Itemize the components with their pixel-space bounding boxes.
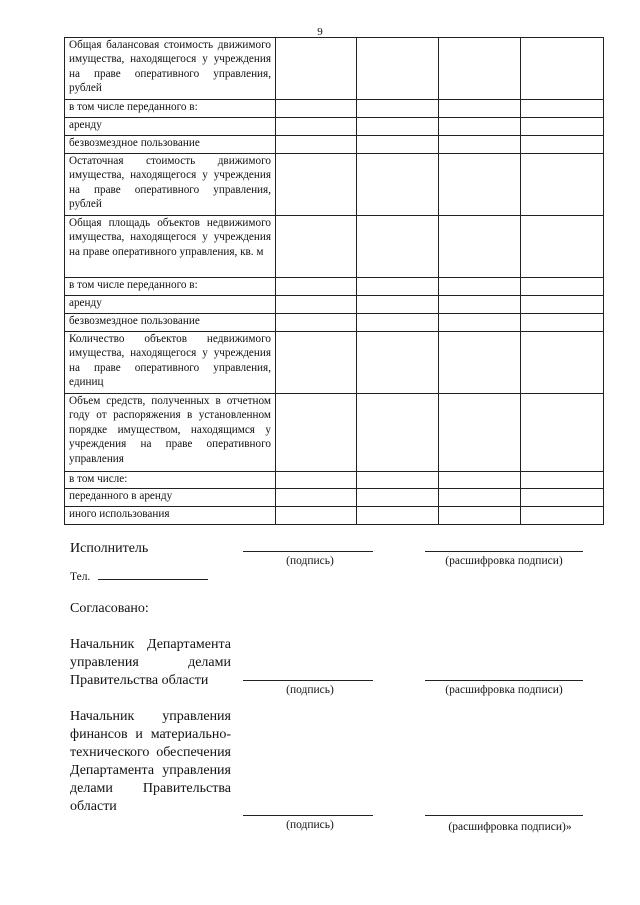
table-cell[interactable] xyxy=(276,38,357,100)
phone-field xyxy=(70,569,208,584)
table-row xyxy=(65,332,604,394)
table-cell[interactable] xyxy=(357,100,439,118)
phone-label: Тел. xyxy=(70,571,91,583)
row-label: безвозмездное пользование xyxy=(65,136,276,154)
row-label: Общая площадь объектов недвижимого имущества, находящегося у учреждения на праве оперативного управления, кв. м xyxy=(65,216,276,278)
table-cell[interactable] xyxy=(276,489,357,507)
row-label: Общая балансовая стоимость движимого имущества, находящегося у учреждения на праве оперативного управления, рублей xyxy=(65,38,276,100)
head-finance-title: Начальник управления финансов и материально-технического обеспечения Департамента управления делами Правительства области xyxy=(70,709,231,814)
table-cell[interactable] xyxy=(357,216,439,278)
table-cell[interactable] xyxy=(439,332,521,394)
table-row xyxy=(65,38,604,100)
head-finance-signature-caption: (подпись) xyxy=(286,819,334,831)
table-cell[interactable] xyxy=(439,489,521,507)
table-cell[interactable] xyxy=(276,296,357,314)
table-cell[interactable] xyxy=(521,507,604,525)
row-label: иного использования xyxy=(65,507,276,525)
row-label: аренду xyxy=(65,118,276,136)
row-label: в том числе переданного в: xyxy=(65,100,276,118)
table-cell[interactable] xyxy=(357,136,439,154)
table-row xyxy=(65,296,604,314)
executor-title: Исполнитель xyxy=(70,541,149,556)
table-cell[interactable] xyxy=(276,332,357,394)
table-cell[interactable] xyxy=(357,332,439,394)
table-cell[interactable] xyxy=(439,472,521,489)
table-cell[interactable] xyxy=(439,278,521,296)
table-cell[interactable] xyxy=(276,314,357,332)
table-row xyxy=(65,507,604,525)
table-cell[interactable] xyxy=(521,394,604,472)
table-cell[interactable] xyxy=(439,136,521,154)
executor-decryption-caption: (расшифровка подписи) xyxy=(445,555,563,567)
row-label: Объем средств, полученных в отчетном году от распоряжения в установленном порядке имуществом, находящимся у учреждения на праве оперативного управления xyxy=(65,394,276,472)
table-cell[interactable] xyxy=(276,278,357,296)
row-label: в том числе переданного в: xyxy=(65,278,276,296)
row-label: Количество объектов недвижимого имущества, находящегося у учреждения на праве оперативного управления, единиц xyxy=(65,332,276,394)
table-cell[interactable] xyxy=(276,154,357,216)
table-cell[interactable] xyxy=(521,296,604,314)
table-row xyxy=(65,489,604,507)
table-cell[interactable] xyxy=(439,118,521,136)
table-cell[interactable] xyxy=(521,216,604,278)
table-row xyxy=(65,100,604,118)
head-finance-decryption-caption: (расшифровка подписи)» xyxy=(448,821,572,833)
table-cell[interactable] xyxy=(521,472,604,489)
table-cell[interactable] xyxy=(521,136,604,154)
row-label: аренду xyxy=(65,296,276,314)
head-department-decryption-line[interactable] xyxy=(425,680,583,681)
table-cell[interactable] xyxy=(439,296,521,314)
phone-input-line[interactable] xyxy=(98,569,208,580)
table-cell[interactable] xyxy=(357,154,439,216)
table-row xyxy=(65,314,604,332)
table-cell[interactable] xyxy=(357,394,439,472)
table-cell[interactable] xyxy=(439,154,521,216)
table-cell[interactable] xyxy=(276,118,357,136)
table-cell[interactable] xyxy=(276,507,357,525)
head-department-title: Начальник Департамента управления делами Правительства области xyxy=(70,637,231,688)
table-cell[interactable] xyxy=(439,38,521,100)
table-cell[interactable] xyxy=(521,332,604,394)
table-cell[interactable] xyxy=(276,100,357,118)
table-cell[interactable] xyxy=(357,489,439,507)
agreed-title: Согласовано: xyxy=(70,601,149,616)
table-row xyxy=(65,216,604,278)
table-cell[interactable] xyxy=(276,472,357,489)
table-cell[interactable] xyxy=(439,216,521,278)
table-row xyxy=(65,154,604,216)
table-cell[interactable] xyxy=(521,489,604,507)
row-label: в том числе: xyxy=(65,472,276,489)
head-finance-decryption-line[interactable] xyxy=(425,815,583,816)
table-cell[interactable] xyxy=(521,154,604,216)
head-department-decryption-caption: (расшифровка подписи) xyxy=(445,684,563,696)
table-cell[interactable] xyxy=(357,296,439,314)
table-cell[interactable] xyxy=(276,136,357,154)
table-cell[interactable] xyxy=(521,38,604,100)
table-cell[interactable] xyxy=(439,507,521,525)
table-cell[interactable] xyxy=(276,216,357,278)
property-report-table xyxy=(64,37,604,525)
table-cell[interactable] xyxy=(521,118,604,136)
table-row xyxy=(65,472,604,489)
row-label: безвозмездное пользование xyxy=(65,314,276,332)
table-row xyxy=(65,118,604,136)
head-department-signature-line[interactable] xyxy=(243,680,373,681)
table-cell[interactable] xyxy=(357,38,439,100)
page-number: 9 xyxy=(317,26,323,38)
head-finance-signature-line[interactable] xyxy=(243,815,373,816)
table-row xyxy=(65,136,604,154)
table-cell[interactable] xyxy=(357,278,439,296)
table-body xyxy=(65,38,604,525)
table-cell[interactable] xyxy=(521,100,604,118)
table-cell[interactable] xyxy=(521,314,604,332)
row-label: Остаточная стоимость движимого имущества, находящегося у учреждения на праве оперативного управления, рублей xyxy=(65,154,276,216)
table-cell[interactable] xyxy=(357,507,439,525)
table-cell[interactable] xyxy=(521,278,604,296)
table-cell[interactable] xyxy=(439,100,521,118)
head-department-signature-caption: (подпись) xyxy=(286,684,334,696)
table-cell[interactable] xyxy=(276,394,357,472)
table-cell[interactable] xyxy=(357,314,439,332)
executor-decryption-line[interactable] xyxy=(425,551,583,552)
table-cell[interactable] xyxy=(357,118,439,136)
table-cell[interactable] xyxy=(439,394,521,472)
table-row xyxy=(65,278,604,296)
table-cell[interactable] xyxy=(439,314,521,332)
executor-signature-line[interactable] xyxy=(243,551,373,552)
executor-signature-caption: (подпись) xyxy=(286,555,334,567)
table-cell[interactable] xyxy=(357,472,439,489)
table-row xyxy=(65,394,604,472)
row-label: переданного в аренду xyxy=(65,489,276,507)
